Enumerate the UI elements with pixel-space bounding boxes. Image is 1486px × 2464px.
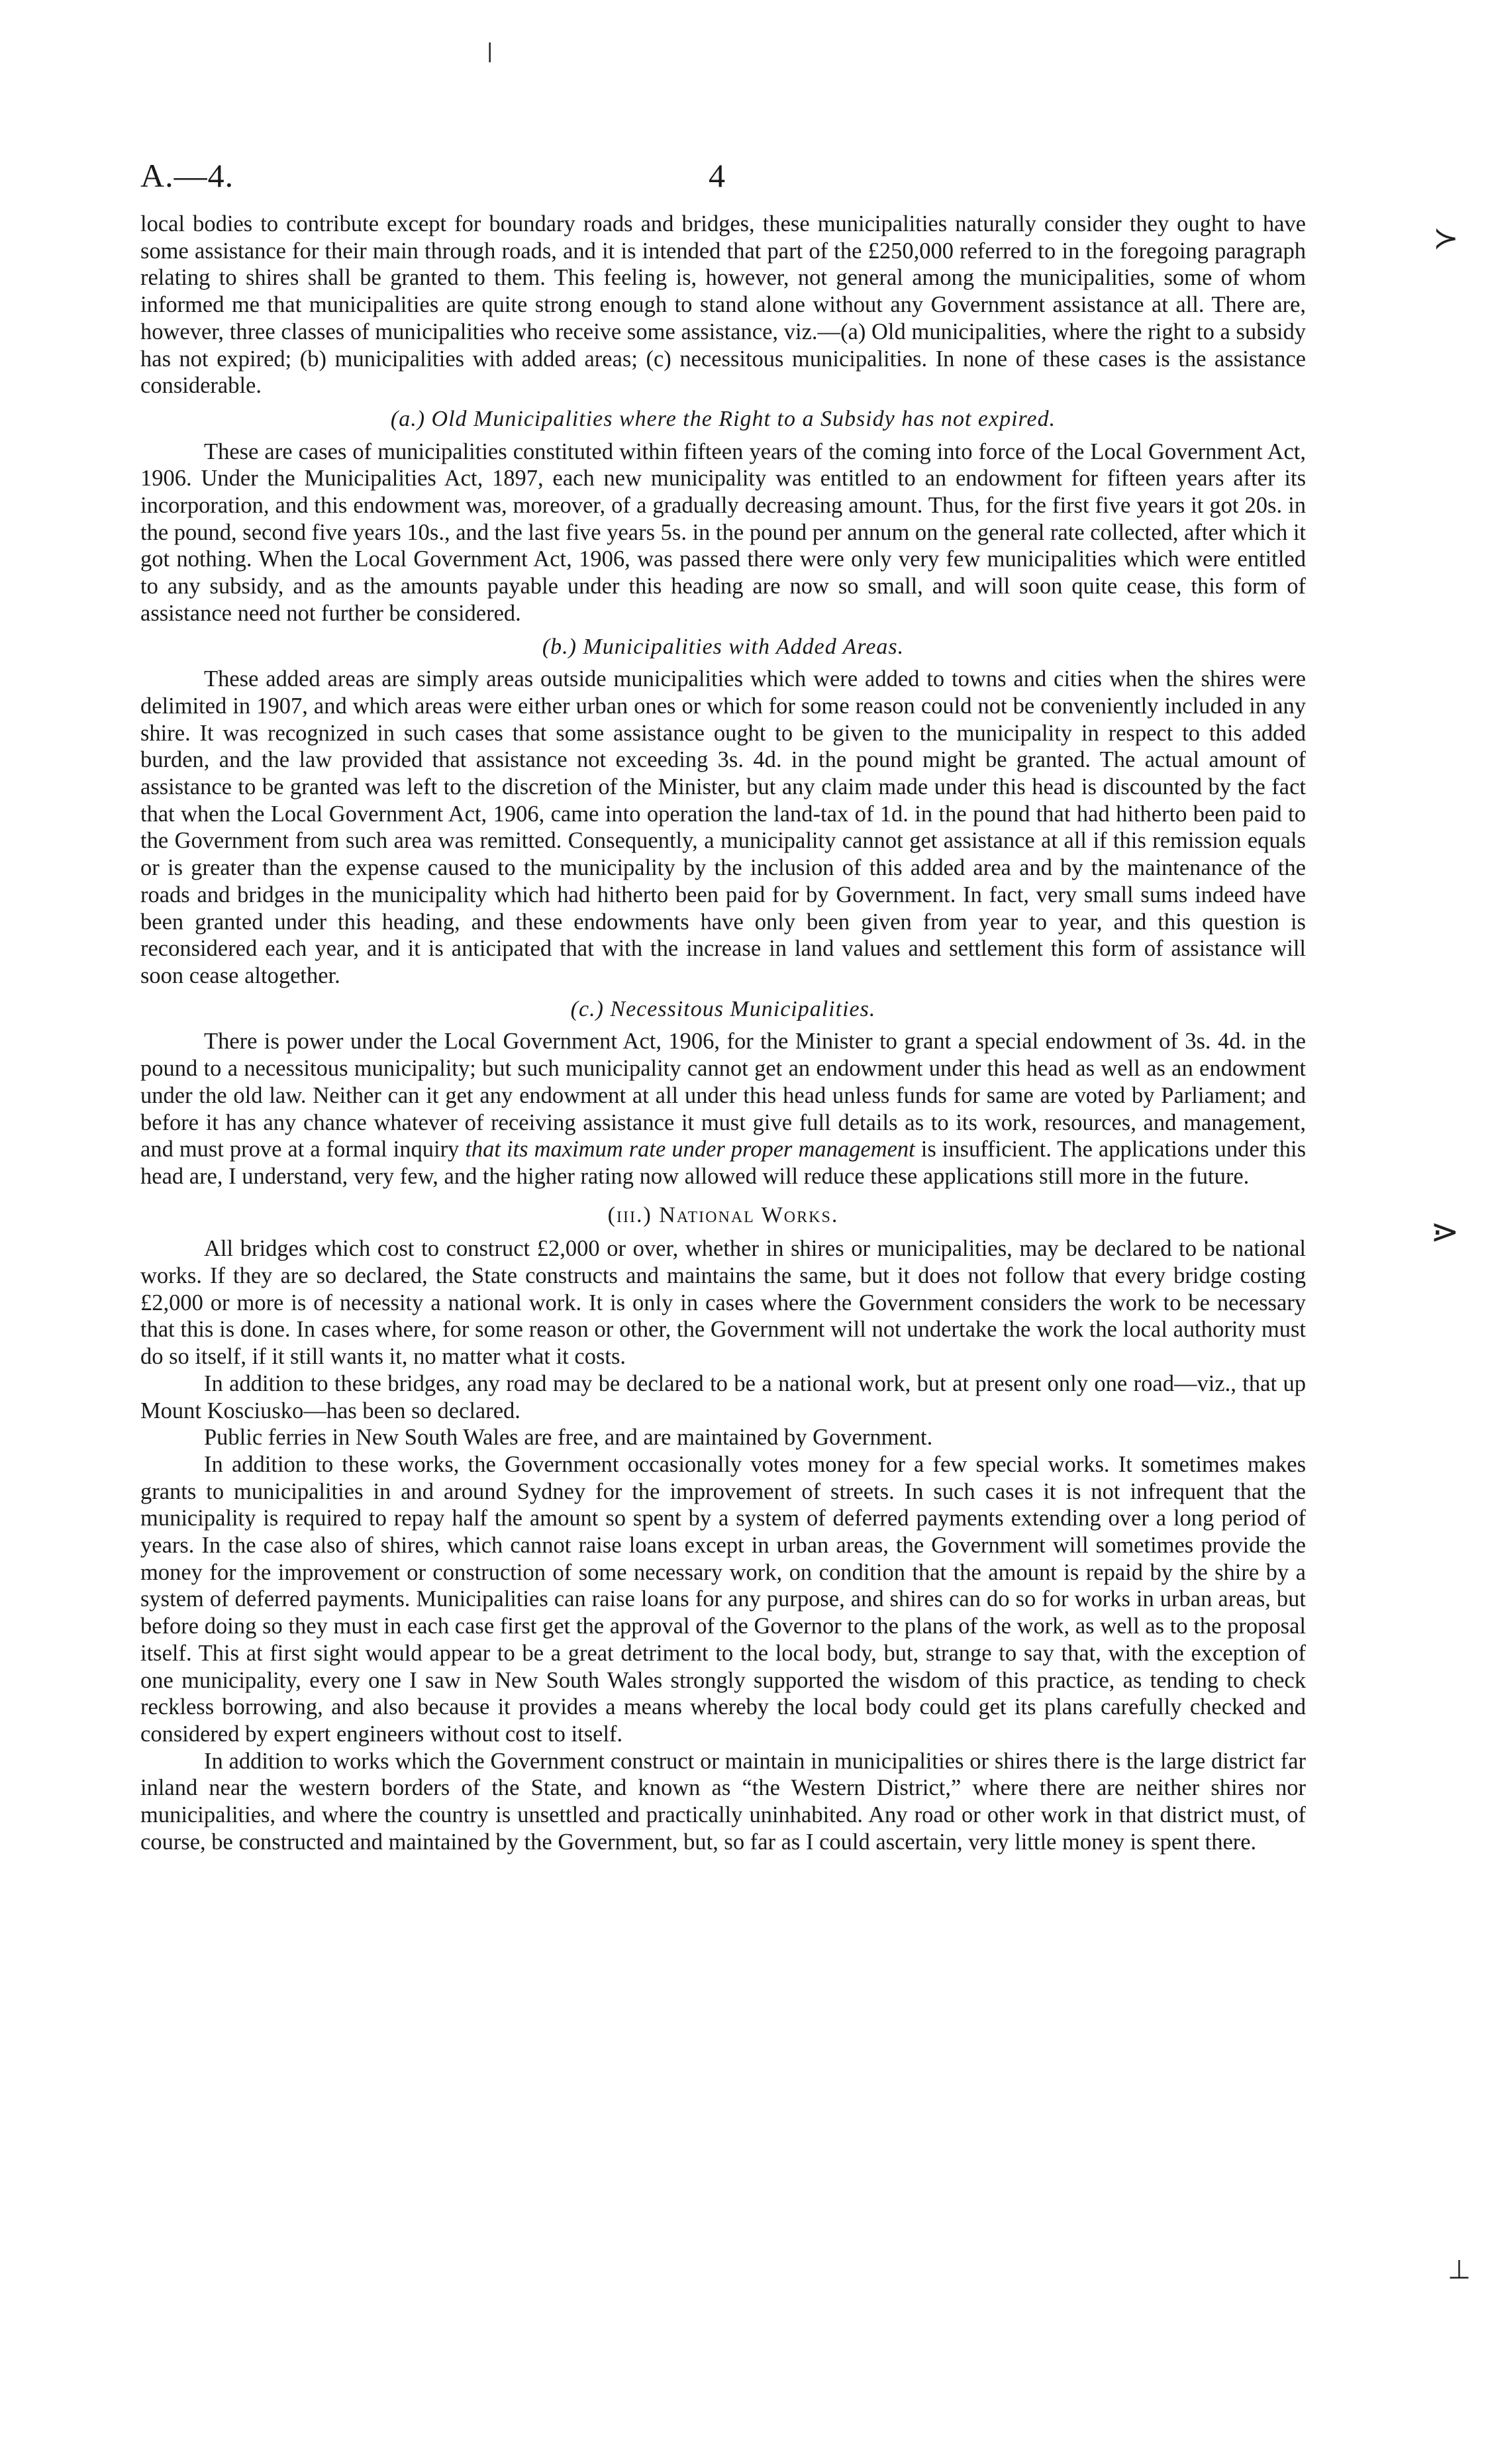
paragraph: Public ferries in New South Wales are free, and are maintained by Government. xyxy=(204,1425,933,1451)
paragraph xyxy=(140,1028,1306,1190)
section-heading: (c.) Necessitous Municipalities. xyxy=(570,996,876,1021)
paragraph: In addition to these works, the Government occasionally votes money for a few special works. It sometimes makes grants to municipalities in and around Sydney for the improvement of streets. In such cases it is not infrequent that the municipality is required to repay half the amount so spent by a system of deferred payments extending over a long period of years. In the case also of shires, which cannot raise loans except in urban areas, the Government will sometimes provide the money for the improvement or construction of some necessary work, on condition that the amount is repaid by the shire by a system of deferred payments. Municipalities can raise loans for any purpose, and shires can do so for works in urban areas, but before doing so they must in each case first get the approval of the Governor to the plans of the work, as well as to the proposal itself. This at first sight would appear to be a great detriment to the local body, but, strange to say that, with the exception of one municipality, every one I saw in New South Wales strongly supported the wisdom of this practice, as tending to check reckless borrowing, and also because it provides a means whereby the local body could get its plans carefully checked and considered by expert engineers without cost to itself. xyxy=(140,1451,1306,1747)
italic-phrase: that its maximum rate under proper management xyxy=(465,1137,915,1162)
paragraph: local bodies to contribute except for boundary roads and bridges, these municipalities naturally consider they ought to have some assistance for their main through roads, and it is intended that part of the £250,000 referred to in the foregoing paragraph relating to shires shall be granted to them. This feeling is, however, not general among the municipalities, some of whom informed me that municipalities are quite strong enough to stand alone without any Government assistance at all. There are, however, three classes of municipalities who receive some assistance, viz.—(a) Old municipalities, where the right to a subsidy has not expired; (b) municipalities with added areas; (c) necessitous municipalities. In none of these cases is the assistance considerable. xyxy=(140,211,1306,399)
paragraph: In addition to these bridges, any road may be declared to be a national work, but at present only one road—viz., that up Mount Kosciusko—has been so declared. xyxy=(140,1370,1306,1423)
section-heading: (iii.) National Works. xyxy=(607,1202,839,1227)
page-body xyxy=(140,211,1306,1855)
margin-mark: ❘ xyxy=(481,40,499,63)
paragraph: These are cases of municipalities constituted within fifteen years of the coming into force of the Local Government Act, 1906. Under the Municipalities Act, 1897, each new municipality was entitled to an endowment for fifteen years after its incorporation, and this endowment was, moreover, of a gradually decreasing amount. Thus, for the first five years it got 20s. in the pound, second five years 10s., and the last five years 5s. in the pound per annum on the general rate collected, after which it got nothing. When the Local Government Act, 1906, was passed there were only very few municipalities which were entitled to any subsidy, and as the amounts payable under this heading are now so small, and will soon quite cease, this form of assistance need not further be considered. xyxy=(140,438,1306,626)
paragraph-text: There is power under the Local Government Act, 1906, for the Minister to grant a special endowment of 3s. 4d. in the pound to a necessitous municipality; but such municipality cannot get an endowment under this head as well as an endowment under the old law. Neither can it get any endowment at all under this head unless funds for same are voted by Parliament; and before it has any chance whatever of receiving assistance it must give full details as to its work, resources, and management, and must prove at a formal inquiry xyxy=(140,1029,1306,1162)
paragraph: All bridges which cost to construct £2,000 or over, whether in shires or municipalities, may be declared to be national works. If they are so declared, the State constructs and maintains the same, but it does not follow that every bridge costing £2,000 or more is of necessity a national work. It is only in cases where the Government considers the work to be necessary that this is done. In cases where, for some reason or other, the Government will not undertake the work the local authority must do so itself, if it still wants it, no matter what it costs. xyxy=(140,1236,1306,1370)
paragraph: These added areas are simply areas outside municipalities which were added to towns and cities when the shires were delimited in 1907, and which areas were either urban ones or which for some reason could not be conveniently included in any shire. It was recognized in such cases that some assistance ought to be given to the municipality in respect to this added burden, and the law provided that assistance not exceeding 3s. 4d. in the pound might be granted. The actual amount of assistance to be granted was left to the discretion of the Minister, but any claim made under this head is discounted by the fact that when the Local Government Act, 1906, came into operation the land-tax of 1d. in the pound that had hitherto been paid to the Government from such area was remitted. Consequently, a municipality cannot get assistance at all if this remission equals or is greater than the expense caused to the municipality by the inclusion of this added area and by the maintenance of the roads and bridges in the municipality which had hitherto been paid for by Government. In fact, very small sums indeed have been granted under this heading, and these endowments have only been given from year to year, and this question is reconsidered each year, and it is anticipated that with the increase in land values and settlement this form of assistance will soon cease altogether. xyxy=(140,666,1306,988)
document-reference: A.—4. xyxy=(140,157,234,194)
paragraph-text: is insufficient. The applications under this head are, I understand, very few, and the higher rating now allowed will reduce these applications still more in the future. xyxy=(140,1137,1307,1189)
section-heading: (a.) Old Municipalities where the Right to a Subsidy has not expired. xyxy=(390,406,1056,431)
margin-mark: ≻ xyxy=(1433,220,1459,256)
page-header xyxy=(140,156,1306,203)
page-number: 4 xyxy=(709,157,725,194)
section-heading: (b.) Municipalities with Added Areas. xyxy=(542,634,905,659)
paragraph: In addition to works which the Government construct or maintain in municipalities or shires there is the large district far inland near the western borders of the State, and known as “the Western District,” where there are neither shires nor municipalities, and where the country is unsettled and practically uninhabited. Any road or other work in that district must, of course, be constructed and maintained by the Government, but, so far as I could ascertain, very little money is spent there. xyxy=(140,1748,1306,1855)
margin-mark: ⋗ xyxy=(1430,1212,1460,1252)
margin-mark: ⊥ xyxy=(1448,2255,1471,2285)
